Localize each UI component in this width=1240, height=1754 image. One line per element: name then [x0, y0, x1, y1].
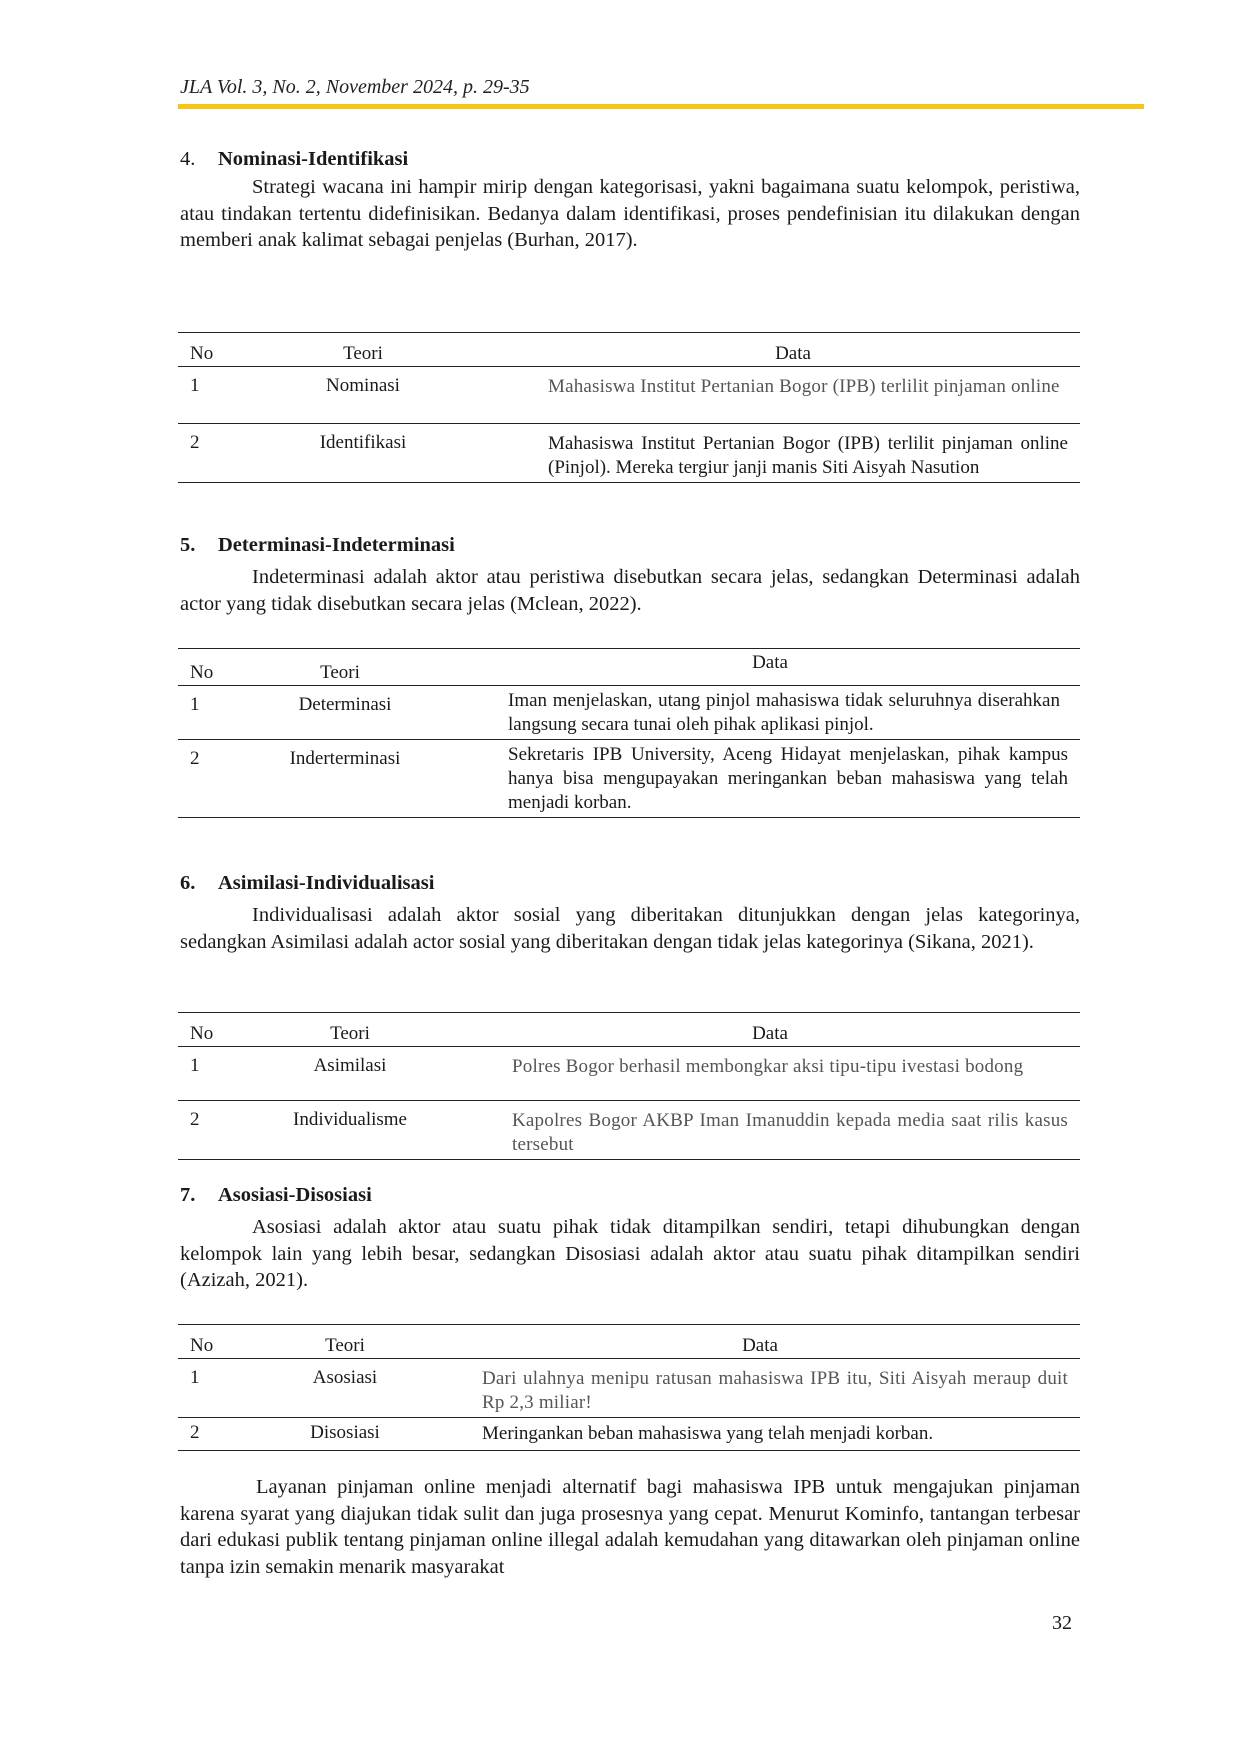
cell-data: Meringankan beban mahasiswa yang telah menjadi korban. — [440, 1418, 1080, 1451]
section-heading: Nominasi-Identifikasi — [218, 148, 409, 170]
cell-data: Kapolres Bogor AKBP Iman Imanuddin kepada media saat rilis kasus tersebut — [460, 1101, 1080, 1160]
table-row — [178, 1418, 1080, 1451]
cell-teori: Inderterminasi — [260, 740, 460, 818]
col-header-teori: Teori — [260, 1013, 460, 1047]
table-row — [178, 1101, 1080, 1160]
col-header-data: Data — [460, 1013, 1080, 1047]
cell-no: 2 — [178, 1418, 260, 1451]
section-number: 6. — [180, 872, 196, 894]
cell-data: Sekretaris IPB University, Aceng Hidayat menjelaskan, pihak kampus hanya bisa mengupayakan meringankan beban mahasiswa yang telah menjadi korban. — [460, 740, 1080, 818]
table-nominasi-identifikasi — [178, 332, 1080, 483]
col-header-data: Data — [506, 333, 1080, 367]
col-header-no: No — [178, 1013, 260, 1047]
cell-data: Iman menjelaskan, utang pinjol mahasiswa tidak seluruhnya diserahkan langsung secara tunai oleh pihak aplikasi pinjol. — [460, 686, 1080, 740]
cell-teori: Nominasi — [260, 367, 506, 424]
col-header-no: No — [178, 649, 260, 686]
cell-no: 1 — [178, 1047, 260, 1101]
section-7-title — [180, 1184, 372, 1207]
section-4-title — [180, 148, 408, 171]
col-header-data: Data — [440, 1325, 1080, 1359]
journal-header: JLA Vol. 3, No. 2, November 2024, p. 29-35 — [180, 76, 530, 98]
cell-teori: Disosiasi — [260, 1418, 440, 1451]
table-row — [178, 1359, 1080, 1418]
cell-no: 1 — [178, 367, 260, 424]
section-5-paragraph: Indeterminasi adalah aktor atau peristiwa disebutkan secara jelas, sedangkan Determinasi adalah actor yang tidak disebutkan secara jelas (Mclean, 2022). — [180, 566, 1080, 615]
section-number: 7. — [180, 1184, 196, 1206]
section-heading: Asimilasi-Individualisasi — [218, 872, 435, 894]
cell-no: 1 — [178, 1359, 260, 1418]
table-row — [178, 686, 1080, 740]
cell-teori: Determinasi — [260, 686, 460, 740]
col-header-no: No — [178, 1325, 260, 1359]
col-header-no: No — [178, 333, 260, 367]
section-7-paragraph: Asosiasi adalah aktor atau suatu pihak tidak ditampilkan sendiri, tetapi dihubungkan dengan kelompok lain yang lebih besar, sedangkan Disosiasi adalah aktor atau suatu pihak ditampilkan sendiri (Azizah, 2021). — [180, 1216, 1080, 1292]
col-header-data: Data — [460, 649, 1080, 686]
col-header-teori: Teori — [260, 333, 506, 367]
table-asosiasi-disosiasi — [178, 1324, 1080, 1451]
cell-data: Mahasiswa Institut Pertanian Bogor (IPB) terlilit pinjaman online (Pinjol). Mereka tergiur janji manis Siti Aisyah Nasution — [506, 424, 1080, 483]
table-determinasi-indeterminasi — [178, 648, 1080, 818]
cell-no: 2 — [178, 1101, 260, 1160]
table-asimilasi-individualisasi — [178, 1012, 1080, 1160]
section-4-paragraph: Strategi wacana ini hampir mirip dengan kategorisasi, yakni bagaimana suatu kelompok, peristiwa, atau tindakan tertentu didefinisikan. Bedanya dalam identifikasi, proses pendefinisian itu dilakukan dengan memberi anak kalimat sebagai penjelas (Burhan, 2017). — [180, 176, 1080, 252]
section-number: 4. — [180, 148, 196, 170]
col-header-teori: Teori — [260, 1325, 440, 1359]
table-row — [178, 740, 1080, 818]
col-header-teori: Teori — [260, 649, 460, 686]
cell-data: Mahasiswa Institut Pertanian Bogor (IPB) terlilit pinjaman online — [506, 367, 1080, 424]
cell-data: Polres Bogor berhasil membongkar aksi tipu-tipu ivestasi bodong — [460, 1047, 1080, 1101]
section-heading: Asosiasi-Disosiasi — [218, 1184, 372, 1206]
cell-teori: Identifikasi — [260, 424, 506, 483]
header-rule — [178, 104, 1144, 109]
cell-teori: Asosiasi — [260, 1359, 440, 1418]
page-number: 32 — [1052, 1612, 1072, 1634]
cell-teori: Asimilasi — [260, 1047, 460, 1101]
cell-no: 2 — [178, 740, 260, 818]
section-heading: Determinasi-Indeterminasi — [218, 534, 455, 556]
table-row — [178, 1047, 1080, 1101]
table-row — [178, 367, 1080, 424]
cell-teori: Individualisme — [260, 1101, 460, 1160]
closing-paragraph: Layanan pinjaman online menjadi alternatif bagi mahasiswa IPB untuk mengajukan pinjaman karena syarat yang diajukan tidak sulit dan juga prosesnya yang cepat. Menurut Kominfo, tantangan terbesar dari edukasi publik tentang pinjaman online illegal adalah kemudahan yang ditawarkan oleh pinjaman online tanpa izin semakin menarik masyarakat — [180, 1476, 1080, 1578]
cell-no: 1 — [178, 686, 260, 740]
section-number: 5. — [180, 534, 196, 556]
section-6-paragraph: Individualisasi adalah aktor sosial yang diberitakan ditunjukkan dengan jelas kategorinya, sedangkan Asimilasi adalah actor sosial yang diberitakan dengan tidak jelas kategorinya (Sikana, 2021). — [180, 904, 1080, 953]
table-row — [178, 424, 1080, 483]
section-6-title — [180, 872, 434, 895]
cell-data: Dari ulahnya menipu ratusan mahasiswa IPB itu, Siti Aisyah meraup duit Rp 2,3 miliar! — [440, 1359, 1080, 1418]
cell-no: 2 — [178, 424, 260, 483]
section-5-title — [180, 534, 455, 557]
